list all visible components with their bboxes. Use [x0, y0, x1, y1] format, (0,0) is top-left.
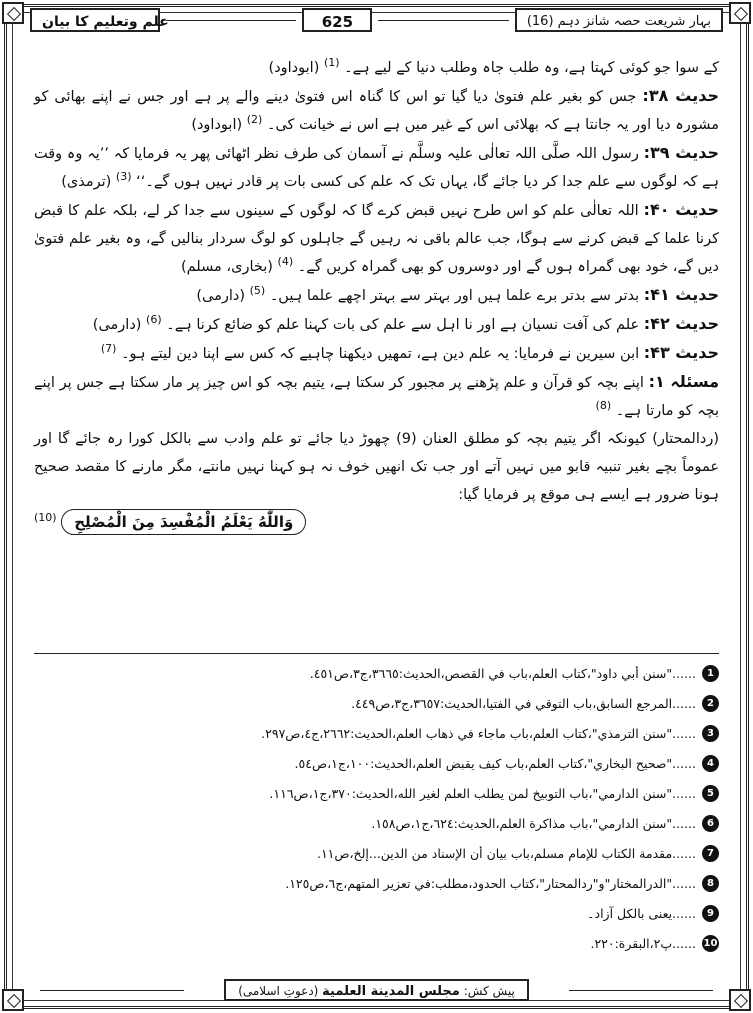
- footnote-text: ......"سنن أبي داود"،كتاب العلم،باب في القصص،الحديث:٣٦٦٥،ج٣،ص٤٥١.: [309, 665, 696, 681]
- paragraph-text: علم کی آفت نسیان ہے اور نا اہل سے علم کی بات کہنا علم کو ضائع کرنا ہے۔: [166, 317, 640, 333]
- publisher-box: [224, 979, 529, 1001]
- paragraph-text: جس کو بغیر علم فتویٰ دیا گیا تو اس کا گناہ اس فتویٰ دینے والے پر ہے اور جس نے اپنے بھائی کو مشورہ دیا اور یہ جانتا ہے کہ بھلائی اس کے غیر میں ہے اس نے خیانت کی۔: [34, 89, 719, 133]
- footnote-text: ......"سنن الدارمي"،باب التوبيخ لمن يطلب العلم لغير الله،الحديث:٣٧٠،ج١،ص١١٦.: [269, 785, 696, 801]
- source-citation: (دارمی): [196, 288, 245, 304]
- footnote-item: [34, 898, 719, 928]
- hadith-label: حدیث ۳۹:: [643, 143, 719, 162]
- ayah-line: [34, 509, 719, 537]
- footnote-item: [34, 928, 719, 958]
- paragraph-text: (ردالمحتار) کیونکہ اگر یتیم بچہ کو مطلق العنان (9) چھوڑ دیا جائے تو علم وادب سے بالکل کورا رہ جائے گا اور عموماً بچے بغیر تنبیہ قابو میں نہیں آتے اور جب تک انھیں خوف نہ ہو کہنا نہیں مانتے، مگر مارنے کا مقصد صحیح ہونا ضرور ہے ایسے ہی موقع پر فرمایا گیا:: [34, 431, 719, 503]
- footnote-number-badge: 4: [702, 755, 719, 772]
- page-header: [30, 6, 723, 34]
- publisher-prefix: پیش کش:: [463, 984, 515, 998]
- hadith-label: حدیث ۴۰:: [643, 200, 720, 219]
- footnote-text: ......مقدمة الكتاب للإمام مسلم،باب بيان أن الإسناد من الدين...إلخ،ص١١.: [316, 845, 696, 861]
- footnote-text: ......"الدرالمختار"و"ردالمحتار"،كتاب الحدود،مطلب:في تعزير المتهم،ج٦،ص١٢٥.: [285, 875, 696, 891]
- footnote-ref: (1): [323, 56, 340, 70]
- publisher-name: مجلس المدينة العلمية: [322, 984, 460, 999]
- footnote-number-badge: 2: [702, 695, 719, 712]
- footnote-number-badge: 9: [702, 905, 719, 922]
- masala-paragraph: [34, 368, 719, 425]
- hadith-paragraph: [34, 139, 719, 196]
- hadith-label: حدیث ۴۲:: [643, 314, 719, 333]
- hadith-paragraph: [34, 310, 719, 339]
- ayah-text: وَاللّٰهُ يَعْلَمُ الْمُفْسِدَ مِنَ الْمُصْلِحِ: [74, 513, 294, 531]
- source-citation: (بخاری، مسلم): [181, 259, 273, 275]
- masala-label: مسئلہ ۱:: [648, 372, 720, 391]
- paragraph-text: بدتر سے بدتر برے علما ہیں اور بہتر سے بہتر اچھے علما ہیں۔: [269, 288, 640, 304]
- footnote-item: [34, 838, 719, 868]
- footnote-number-badge: 3: [702, 725, 719, 742]
- paragraph-text: اللہ تعالٰی علم کو اس طرح نہیں قبض کرے گا کہ لوگوں کے سینوں سے جدا کر لے، بلکہ علم کا قبض کرنا علما کے قبض کرنے سے ہوگا، جب عالم باقی نہ رہیں گے جاہلوں کو لوگ سردار بنالیں گے، وہ بغیر علم فتویٰ دیں گے، خود بھی گمراہ ہوں گے اور دوسروں کو بھی گمراہ کریں گے۔: [34, 203, 719, 275]
- corner-ornament-icon: [2, 2, 24, 24]
- footnote-ref: (8): [595, 399, 612, 413]
- hadith-label: حدیث ۴۳:: [643, 343, 719, 362]
- footnote-ref: (5): [249, 284, 266, 298]
- hadith-label: حدیث ۴۱:: [643, 285, 719, 304]
- main-text: [34, 54, 719, 652]
- footnote-ref: (2): [246, 113, 263, 127]
- footnotes-list: [34, 658, 719, 958]
- header-rule: [378, 20, 508, 21]
- hadith-paragraph: [34, 196, 719, 281]
- source-citation: (ابوداود): [191, 117, 243, 133]
- header-rule: [166, 20, 296, 21]
- page-number: 625: [302, 8, 372, 32]
- footnote-item: [34, 778, 719, 808]
- hadith-label: حدیث ۳۸:: [642, 86, 720, 105]
- footnote-ref: (6): [146, 313, 162, 327]
- paragraph-text: کے سوا جو کوئی کہتا ہے، وہ طلب جاہ وطلب دنیا کے لیے ہے۔: [344, 60, 719, 76]
- footnote-item: [34, 718, 719, 748]
- book-title: بہار شریعت حصہ شانز دہم (16): [515, 8, 723, 32]
- footnote-divider: [34, 653, 719, 654]
- quran-ayah: [61, 509, 306, 535]
- footnote-ref: (7): [100, 342, 117, 356]
- footnote-text: ......المرجع السابق،باب التوقي في الفتيا،الحديث:٣٦٥٧،ج٣،ص٤٤٩.: [351, 695, 696, 711]
- paragraph-text: رسول اللہ صلَّی اللہ تعالٰی علیہ وسلَّم نے آسمان کی طرف نظر اٹھائی پھر یہ فرمایا کہ ’’یہ وہ وقت ہے کہ لوگوں سے علم جدا کر دیا جائے گا، یہاں تک کہ علم کی کسی بات پر قادر نہیں ہوں گے۔‘‘: [34, 146, 719, 190]
- footnote-item: [34, 658, 719, 688]
- corner-ornament-icon: [729, 2, 751, 24]
- paragraph-text: ابن سیرین نے فرمایا: یہ علم دین ہے، تمھیں دیکھنا چاہیے کہ کس سے اپنا دین لیتے ہو۔: [121, 346, 640, 362]
- source-citation: (ترمذی): [61, 174, 112, 190]
- source-citation: (دارمی): [92, 317, 142, 333]
- footnote-number-badge: 1: [702, 665, 719, 682]
- footnote-text: ......"صحيح البخاري"،كتاب العلم،باب كيف يقبض العلم،الحديث:١٠٠،ج١،ص٥٤.: [294, 755, 696, 771]
- footnote-ref: (4): [277, 255, 294, 269]
- footnote-text: ......"سنن الدارمي"،باب مذاكرة العلم،الحديث:٦٢٤،ج١،ص١٥٨.: [371, 815, 696, 831]
- footnote-text: ......پ٢،البقرة:٢٢٠.: [590, 935, 696, 951]
- paragraph: [34, 54, 719, 82]
- paragraph: [34, 425, 719, 509]
- hadith-paragraph: [34, 281, 719, 310]
- publisher-org: (دعوتِ اسلامی): [238, 984, 319, 998]
- footnote-text: ......یعنی بالکل آزاد۔: [587, 905, 696, 921]
- footnote-number-badge: 6: [702, 815, 719, 832]
- footnote-text: ......"سنن الترمذي"،كتاب العلم،باب ماجاء في ذهاب العلم،الحديث:٢٦٦٢،ج٤،ص٢٩٧.: [261, 725, 696, 741]
- footnote-ref: (3): [115, 170, 132, 184]
- footnote-item: [34, 748, 719, 778]
- footnote-number-badge: 5: [702, 785, 719, 802]
- footnote-item: [34, 808, 719, 838]
- hadith-paragraph: [34, 339, 719, 368]
- footnote-item: [34, 868, 719, 898]
- paragraph-text: اپنے بچہ کو قرآن و علم پڑھنے پر مجبور کر سکتا ہے، یتیم بچہ کو اس چیز پر مار سکتا ہے جس پر اپنے بچہ کو مارتا ہے۔: [34, 375, 719, 419]
- footnote-number-badge: 10: [702, 935, 719, 952]
- footnote-number-badge: 8: [702, 875, 719, 892]
- footnote-item: [34, 688, 719, 718]
- chapter-title: علم وتعلیم کا بیان: [30, 8, 160, 32]
- hadith-paragraph: [34, 82, 719, 139]
- source-citation: (ابوداود): [268, 60, 320, 76]
- footnote-ref: (10): [34, 511, 57, 525]
- footnote-number-badge: 7: [702, 845, 719, 862]
- page-footer: [0, 978, 753, 1002]
